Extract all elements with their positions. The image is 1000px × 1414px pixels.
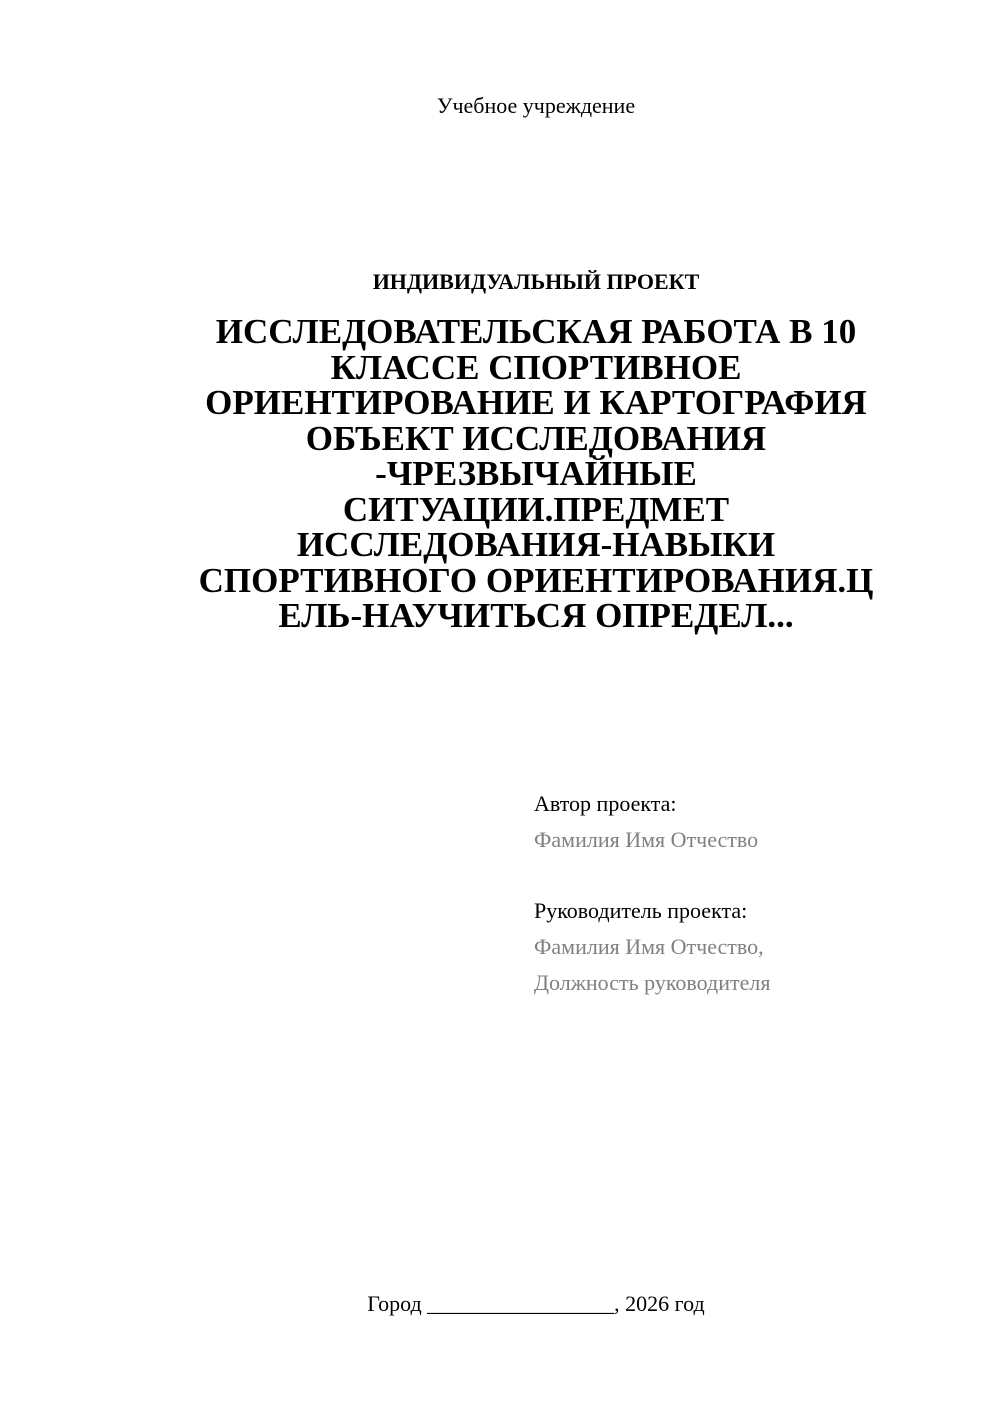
author-label: Автор проекта: [534,791,677,816]
supervisor-name: Фамилия Имя Отчество, [534,934,764,959]
project-title-line: ИССЛЕДОВАТЕЛЬСКАЯ РАБОТА В 10 [215,312,857,351]
project-title-line: -ЧРЕЗВЫЧАЙНЫЕ [375,454,697,493]
supervisor-position: Должность руководителя [534,970,771,995]
author-block [534,786,758,858]
project-title [150,314,922,634]
project-title-line: КЛАССЕ СПОРТИВНОЕ [330,347,742,387]
document-type: ИНДИВИДУАЛЬНЫЙ ПРОЕКТ [372,269,700,294]
project-title-line: ОРИЕНТИРОВАНИЕ И КАРТОГРАФИЯ [205,383,867,422]
project-title-line: ОБЪЕКТ ИССЛЕДОВАНИЯ [305,418,767,458]
institution-name: Учебное учреждение [436,93,636,118]
supervisor-block [534,893,770,1001]
project-title-line: СИТУАЦИИ.ПРЕДМЕТ [342,489,730,529]
project-title-line: СПОРТИВНОГО ОРИЕНТИРОВАНИЯ.Ц [198,560,874,600]
author-name: Фамилия Имя Отчество [534,827,759,852]
project-title-line: ЕЛЬ-НАУЧИТЬСЯ ОПРЕДЕЛ... [278,596,794,635]
supervisor-label: Руководитель проекта: [534,898,748,923]
city-year-line: Город _________________, 2026 год [367,1291,705,1316]
project-title-line: ИССЛЕДОВАНИЯ-НАВЫКИ [296,525,776,564]
